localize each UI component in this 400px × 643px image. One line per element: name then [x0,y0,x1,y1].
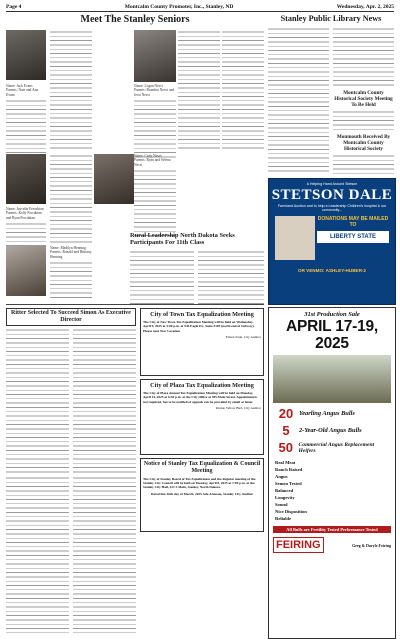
senior-bio [6,84,46,159]
senior-bio [50,246,92,301]
senior-bio-text [50,30,92,150]
senior-photo [6,154,46,204]
library-section [268,14,394,174]
library-title: Stanley Public Library News [280,14,382,23]
senior-parents: Parents: Brandon Nesvi and Jessi Nesvi [134,88,175,97]
ritter-section [6,308,136,473]
seniors-title: Meet The Stanley Seniors [80,14,190,25]
senior-parents: Parents: Ronald and Brittany Henning [50,250,92,259]
notice-box [140,308,264,376]
page-header [6,3,394,12]
ranch-logo: FEIRING [273,537,324,553]
paper-name: Montcalm County Promoter, Inc., Stanley, ND [124,4,234,10]
senior-photo [134,30,176,82]
senior-name: Name: Cody Nesvi [134,154,162,158]
ad-donation-label: DONATIONS MAY BE MAILED TO [317,216,389,228]
ad-bank-logo: LIBERTY STATE [317,231,389,243]
senior-photo [6,246,46,296]
ad-description: Farmland Auction and to help a Leadership Children's hospital & our community... [277,204,387,212]
ritter-continued-text [73,476,136,636]
notice-title: Notice of Stanley Tax Equalization & Council Meeting [143,461,261,474]
notice-signature: Eileen Zaun, City Auditor [225,335,261,340]
monmouth-title: Monmouth Received By Montcalm County Historical Society [336,134,391,152]
ad-contact: OR VENMO: ASHLEY-HUBER-2 [298,268,366,273]
ranch-contact: Greg & Daryle Feiring [352,542,391,548]
ad-title: STETSON DALE [271,187,393,203]
issue-date: Wednesday, Apr. 2, 2025 [336,4,394,10]
offering-count: 5 [282,423,290,438]
feature-item: Sound [275,502,288,507]
ritter-title: Ritter Selected To Succeed Simon As Executive Director [6,308,136,326]
feature-item: Nice Disposition [275,509,307,514]
feature-item: Semen Tested [275,481,302,486]
senior-name: Name: Madilyn Henning [50,246,86,250]
feature-item: Longevity [275,495,295,500]
sale-offerings [273,406,391,455]
notice-body: The City of New Town Tax Equalization Meeting will be held on Wednesday, April 9, 2025 at 5:00 p.m. at 945 Eagle Dr., Suite #105 (north end of Subway). Please note New Location [143,320,255,333]
senior-parents: Parents: Ryan and Selena Nesvi [134,158,171,167]
senior-bio-text [178,30,220,150]
senior-bio-text [222,30,264,150]
senior-name: Name: Jaycelin Fercubian [6,207,44,211]
sale-footer: All Bulls are Fertility Tested Performance Tested [273,526,391,533]
notice-box [140,379,264,455]
notice-body: The City of Plaza Annual Tax Equalization Meeting will be held on Monday, April 14, 2025 at 6:30 p.m. at the City Office at 305 Main Street. Appointments not required, but to be notified of appeals can be provided by email or letter. [143,391,257,404]
feature-item: Real Meat [275,460,296,465]
feature-item: Angus [275,474,288,479]
sale-photo [273,355,391,403]
offering-count: 50 [278,440,293,455]
senior-bio-text [50,154,92,244]
notice-title: City of Plaza Tax Equalization Meeting [150,382,254,389]
rural-title: Rural Leadership North Dakota Seeks Participants For 11th Class [130,232,235,247]
senior-name: Name: Logan Nesvi [134,84,163,88]
feature-item: Reliable [275,516,292,521]
offering-label: Yearling Angus Bulls [299,410,355,417]
feature-item: Ranch Raised [275,467,303,472]
offering-count: 20 [278,406,294,421]
offering-label: Commercial Angus Replacement Heifers [298,441,375,454]
notices-column [140,308,264,638]
sale-offering [273,440,391,455]
stetson-dale-ad [268,178,396,305]
feature-item: Balanced [275,488,294,493]
ad-kicker: A Helping Hand Around Stetson [306,182,358,186]
historical-meeting-title: Montcalm County Historical Society Meeting To Be Held [334,90,393,108]
senior-photo [94,154,134,204]
senior-photo [6,30,46,80]
production-sale-ad [268,307,396,639]
notice-body: The City of Stanley Board of Tax Equalization and the Regular meeting of the Stanley City Council will be held on Tuesday, April 8, 2025 at 7:00 p.m. at the Stanley City Hall, 221 S Main, Stanley, North Dakota. [143,476,256,490]
notice-box [140,458,264,532]
ritter-continued-text [6,476,69,636]
sale-title: 31st Production Sale [304,311,360,318]
sale-offering [273,423,391,438]
ad-photo [275,216,315,260]
senior-parents: Parents: Kelly Fercubian and Ryan Fercubian [6,211,42,220]
notice-signature: Dated this 26th day of March, 2025 Ada Arneson, Stanley City Auditor [150,491,254,496]
offering-label: 2-Year-Old Angus Bulls [299,427,362,434]
sale-offering [273,406,391,421]
senior-bio [134,154,176,239]
senior-bio [134,84,176,159]
senior-name: Name: Jack Evans [6,84,33,88]
notice-signature: Pennie Yellow Bird, City Auditor [215,406,261,411]
senior-parents: Parents: Nate and Ann Evans [6,88,39,97]
page-number: Page 4 [6,4,22,10]
sale-date: APRIL 17-19, 2025 [285,318,379,352]
notice-title: City of Town Tax Equalization Meeting [150,311,254,318]
sale-features [275,459,389,522]
rural-section [130,232,264,304]
